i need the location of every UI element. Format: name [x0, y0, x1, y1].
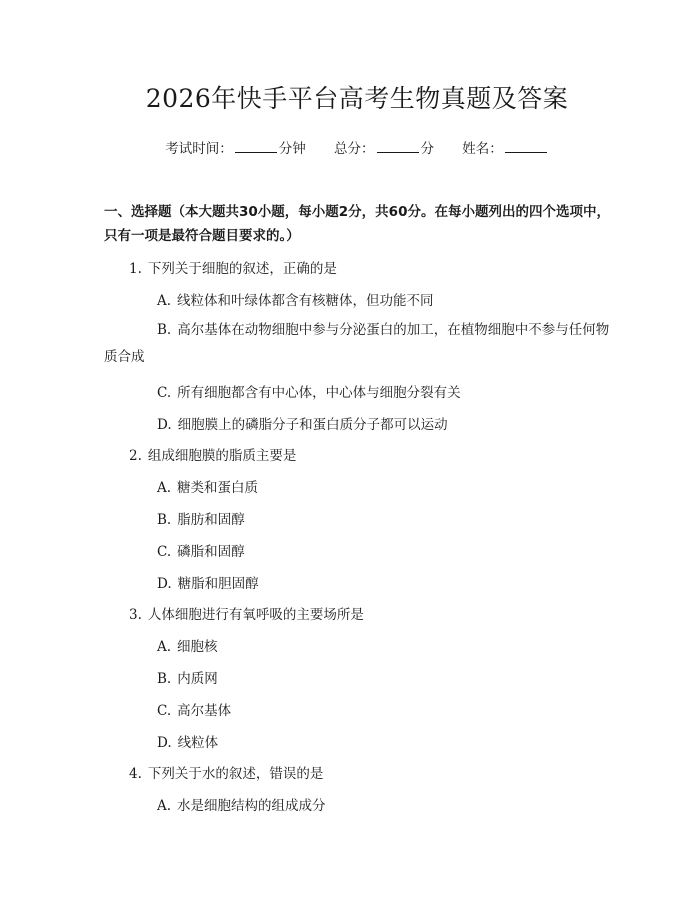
option-letter: C.: [157, 703, 172, 719]
option: [104, 510, 610, 530]
question-stem: [104, 259, 610, 279]
section-heading: 一、选择题（本大题共30小题，每小题2分，共60分。在每小题列出的四个选项中，只有一项是最符合题目要求的。）: [104, 204, 610, 244]
option: [104, 291, 610, 311]
name-field: [462, 138, 549, 159]
question-text: 下列关于细胞的叙述，正确的是: [147, 261, 337, 277]
option-letter: D.: [157, 576, 172, 592]
score-label: 总分：: [334, 141, 375, 157]
option-letter: D.: [157, 417, 172, 433]
question-stem: [104, 446, 610, 466]
option-letter: D.: [157, 735, 172, 751]
option: [104, 701, 610, 721]
option: [104, 574, 610, 594]
question-number: 1.: [129, 261, 142, 277]
option-text: 内质网: [177, 671, 218, 687]
option-letter: C.: [157, 544, 172, 560]
option: [104, 478, 610, 498]
option: [104, 669, 610, 689]
option-letter: A.: [157, 639, 172, 655]
option-letter: B.: [157, 512, 172, 528]
option-letter: A.: [157, 293, 172, 309]
option: [104, 383, 610, 403]
time-label: 考试时间：: [165, 141, 233, 157]
option-text: 水是细胞结构的组成成分: [177, 798, 326, 814]
score-field: [334, 138, 434, 159]
option-text: 脂肪和固醇: [177, 512, 245, 528]
option: [104, 415, 610, 435]
option-letter: C.: [157, 385, 172, 401]
option-text: 磷脂和固醇: [177, 544, 245, 560]
question-number: 2.: [129, 448, 142, 464]
page-title: 2026年快手平台高考生物真题及答案: [145, 84, 569, 113]
question-text: 人体细胞进行有氧呼吸的主要场所是: [147, 607, 364, 623]
question-stem: [104, 605, 610, 625]
option-text: 线粒体: [177, 735, 219, 751]
option-letter: A.: [157, 480, 172, 496]
option-text: 糖脂和胆固醇: [177, 576, 259, 592]
question-text: 组成细胞膜的脂质主要是: [147, 448, 297, 464]
option-text: 细胞核: [177, 639, 218, 655]
question-text: 下列关于水的叙述，错误的是: [147, 766, 324, 782]
name-blank: [505, 138, 547, 153]
time-blank: [235, 138, 277, 153]
option: [104, 733, 610, 753]
exam-info: [104, 138, 610, 159]
option-text: 所有细胞都含有中心体，中心体与细胞分裂有关: [177, 385, 461, 401]
option-text: 糖类和蛋白质: [177, 480, 259, 496]
option-text: 高尔基体: [177, 703, 232, 719]
option-letter: B.: [157, 671, 172, 687]
name-label: 姓名：: [462, 141, 503, 157]
option: [104, 637, 610, 657]
option-letter: A.: [157, 798, 172, 814]
option: [104, 317, 610, 371]
score-blank: [377, 138, 419, 153]
question-number: 3.: [129, 607, 142, 623]
score-unit: 分: [420, 141, 434, 157]
question-number: 4.: [129, 766, 142, 782]
option-text: 细胞膜上的磷脂分子和蛋白质分子都可以运动: [177, 417, 448, 433]
option: [104, 542, 610, 562]
time-field: [165, 138, 306, 159]
option-text: 高尔基体在动物细胞中参与分泌蛋白的加工，在植物细胞中不参与任何物质合成: [104, 322, 610, 365]
time-unit: 分钟: [278, 141, 306, 157]
option-letter: B.: [157, 322, 172, 338]
option-text: 线粒体和叶绿体都含有核糖体，但功能不同: [177, 293, 434, 309]
question-stem: [104, 764, 610, 784]
option: [104, 796, 610, 816]
